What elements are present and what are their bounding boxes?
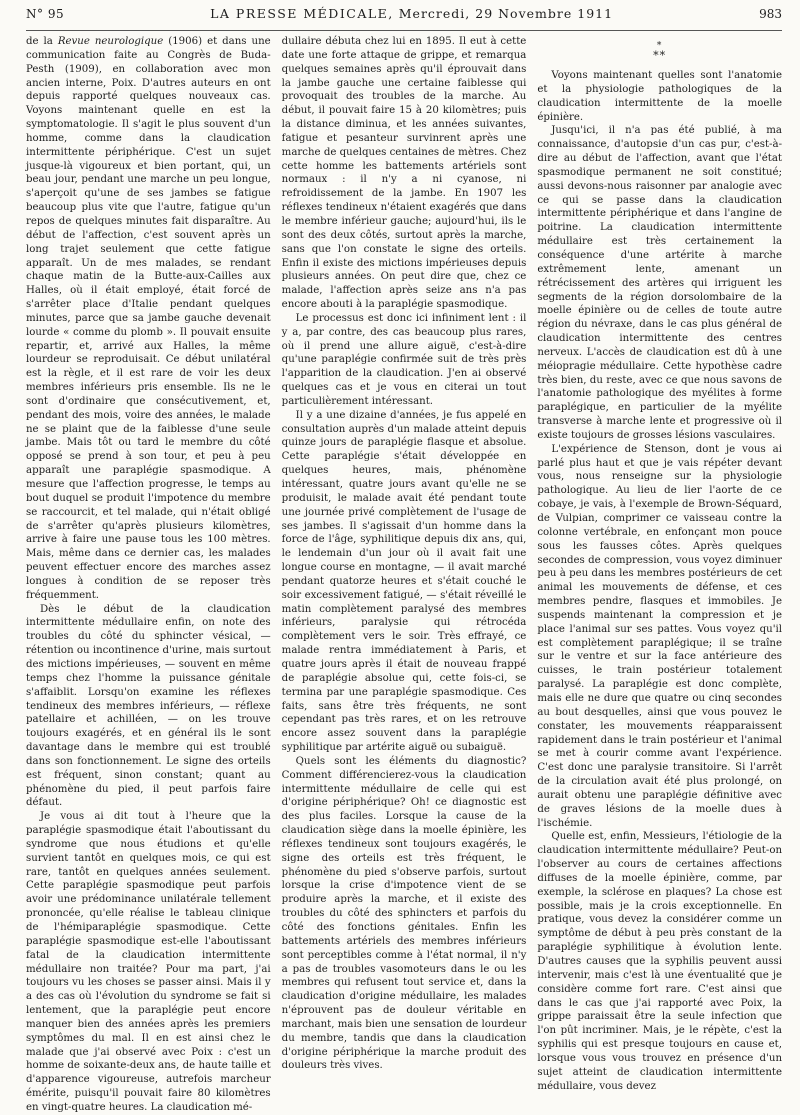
separator-star-bottom: **: [653, 49, 667, 62]
issue-number: N° 95: [26, 7, 65, 21]
paragraph: Il y a une dizaine d'années, je fus appelé en consultation auprès d'un malade atteint depuis quinze jours de paraplégie flasque et absolue. Cette paraplégie s'était développée en quelques heures, mais, phénomène intéressant, quatre jours avant qu'elle ne se produisit, le malade avait été pendant toute une journée privé complètement de l'usage de ses jambes. Il s'agissait d'un homme dans la force de l'âge, syphilitique depuis dix ans, qui, le lendemain d'un jour où il avait fait une longue course en montagne, — il avait marché pendant quatorze heures et s'était couché le soir excessivement fatigué, — s'était réveillé le matin complètement paralysé des membres inférieurs, paralysie qui rétrocéda complètement vers le soir. Très effrayé, ce malade rentra immédiatement à Paris, et quatre jours après il était de nouveau frappé de paraplégie absolue qui, cette fois-ci, se termina par une paraplégie spasmodique. Ces faits, sans être très fréquents, ne sont cependant pas très rares, et on les retrouve encore assez souvent dans la paraplégie syphilitique par artérite aiguë ou subaiguë.: [281, 409, 527, 754]
issue-date: Mercredi, 29 Novembre 1911: [398, 6, 614, 21]
paragraph: Le processus est donc ici infiniment lent : il y a, par contre, des cas beaucoup plus rares, où il prend une allure aiguë, c'est-à-dire qu'une paraplégie confirmée suit de très près l'apparition de la claudication. J'en ai observé quelques cas et je vous en citerai un tout particulièrement intéressant.: [281, 312, 527, 407]
paragraph: L'expérience de Stenson, dont je vous ai parlé plus haut et que je vais répéter devant vous, nous renseigne sur la physiologie pathologique. Au lieu de lier l'aorte de ce cobaye, je vais, à l'exemple de Brown-Séquard, de Vulpian, comprimer ce vaisseau contre la colonne vertébrale, en enfonçant mon pouce sous les fausses côtes. Après quelques secondes de compression, vous voyez diminuer peu à peu dans les membres postérieurs de cet animal les mouvements de défense, et ces membres pendre, flasques et immobiles. Je suspends maintenant la compression et je place l'animal sur ses pattes. Vous voyez qu'il est complètement paraplégique; il se traîne sur le ventre et sur la face antérieure des cuisses, le train postérieur totalement paralysé. La paraplégie est donc complète, mais elle ne dure que quatre ou cinq secondes au bout desquelles, ainsi que vous pouvez le constater, les mouvements réapparaissent rapidement dans le train postérieur et l'animal se met à courir comme avant l'expérience. C'est donc une paralysie transitoire. Si l'arrêt de la circulation avait été plus prolongé, on aurait obtenu une paraplégie définitive avec de graves lésions de la moelle dues à l'ischémie.: [537, 443, 783, 829]
paragraph: Je vous ai dit tout à l'heure que la paraplégie spasmodique était l'aboutissant du syndrome que nous étudions et qu'elle survient tantôt en quelques mois, ce qui est rare, tantôt en quelques années seulement. Cette paraplégie spasmodique peut parfois avoir une prédominance unilatérale tellement prononcée, qu'elle réalise le tableau clinique de l'hémiparaplégie spasmodique. Cette paraplégie spasmodique est-elle l'aboutissant fatal de la claudication intermittente médullaire non traitée? Pour ma part, j'ai toujours vu les choses se passer ainsi. Mais il y a des cas où l'évolution du syndrome se fait si lentement, que la paraplégie peut encore manquer bien des années après les premiers symptômes du mal. Il en est ainsi chez le malade que j'ai observé avec Poix : c'est un homme de soixante-deux ans, de haute taille et d'apparence vigoureuse, autrefois marcheur émérite, puisqu'il pouvait faire 80 kilomètres en vingt-quatre heures. La claudication mé-: [26, 811, 271, 1113]
paragraph: dullaire débuta chez lui en 1895. Il eut à cette date une forte attaque de grippe, et remarqua quelques semaines après qu'il éprouvait dans la jambe gauche une certaine faiblesse qui provoquait des troubles de la marche. Au début, il pouvait faire 15 à 20 kilomètres; puis la distance diminua, et les années suivantes, fatigue et pesanteur survinrent après une marche de quelques centaines de mètres. Chez cette homme les battements artériels sont normaux : il n'y a ni cyanose, ni refroidissement de la jambe. En 1907 les réflexes tendineux n'étaient exagérés que dans le membre inférieur gauche; aujourd'hui, ils le sont des deux côtés, surtout après la marche, sans que l'on constate le signe des orteils. Enfin il existe des mictions impérieuses depuis plusieurs années. On peut dire que, chez ce malade, l'affection après seize ans n'a pas encore abouti à la paraplégie spasmodique.: [281, 36, 527, 311]
publication-name: LA PRESSE MÉDICALE,: [210, 6, 394, 21]
column-2: [282, 35, 527, 1081]
separator-star-top: *: [656, 41, 663, 51]
section-separator: [537, 43, 782, 61]
paragraph: Dès le début de la claudication intermittente médullaire enfin, on note des troubles du côté du sphincter vésical, — rétention ou incontinence d'urine, mais surtout des mictions impérieuses, — souvent en même temps chez l'homme la puissance génitale s'affaiblit. Lorsqu'on examine les réflexes tendineux des membres inférieurs, — réflexe patellaire et achilléen, — on les trouve toujours exagérés, et en général ils le sont davantage dans le membre qui est troublé dans son fonctionnement. Le signe des orteils est fréquent, sinon constant; quant au phénomène du pied, il peut parfois faire défaut.: [26, 603, 271, 809]
journal-title: Revue neurologique: [57, 36, 164, 47]
text-run: de la: [26, 36, 58, 47]
page-header: [26, 6, 782, 31]
column-3: [537, 35, 783, 1092]
paragraph: Voyons maintenant quelles sont l'anatomie et la physiologie pathologiques de la claudication intermittente de la moelle épinière.: [537, 70, 783, 123]
page-number: 983: [759, 7, 782, 21]
paragraph: [26, 35, 271, 603]
paragraph: Quels sont les éléments du diagnostic? Comment différencierez-vous la claudication intermittente médullaire de celle qui est d'origine périphérique? Oh! ce diagnostic est des plus faciles. Lorsque la cause de la claudication siège dans la moelle épinière, les réflexes tendineux sont toujours exagérés, le signe des orteils est très fréquent, le phénomène du pied s'observe parfois, surtout lorsque la crise d'impotence vient de se produire après la marche, et il existe des troubles du côté des sphincters et parfois du côté des fonctions génitales. Enfin les battements artériels des membres inférieurs sont perceptibles comme à l'état normal, il n'y a pas de troubles vasomoteurs dans le ou les membres qui refusent tout service et, dans la claudication d'origine médullaire, les malades n'éprouvent pas de douleur véritable en marchant, mais bien une sensation de lourdeur du membre, tandis que dans la claudication d'origine périphérique la marche produit des douleurs très vives.: [281, 755, 527, 1072]
running-title: [210, 6, 613, 21]
paragraph: Quelle est, enfin, Messieurs, l'étiologie de la claudication intermittente médullaire? Peut-on l'observer au cours de certaines affections diffuses de la moelle épinière, comme, par exemple, la sclérose en plaques? La chose est possible, mais je la crois exceptionnelle. En pratique, vous devez la considérer comme un symptôme de début à peu près constant de la paraplégie syphilitique à évolution lente. D'autres causes que la syphilis peuvent aussi intervenir, mais c'est là une éventualité que je considère comme fort rare. C'est ainsi que dans le cas que j'ai rapporté avec Poix, la grippe paraissait être la seule infection que l'on pût incriminer. Mais, je le répète, c'est la syphilis qui est presque toujours en cause et, lorsque vous vous trouvez en présence d'un sujet atteint de claudication intermittente médullaire, vous devez: [537, 831, 783, 1092]
text-columns: [26, 35, 783, 1113]
text-run: (1906) et dans une communication faite au Congrès de Buda-Pesth (1909), en collaboration avec mon ancien interne, Poix. D'autres auteurs en ont depuis rapporté quelques nouveaux cas. Voyons maintenant quelle en est la symptomatologie. Il s'agit le plus souvent d'un homme, comme dans la claudication intermittente périphérique. C'est un sujet jusque-là vigoureux et bien portant, qui, un beau jour, pendant une marche un peu longue, s'aperçoit qu'une de ses jambes se fatigue beaucoup plus vite que l'autre, fatigue qu'un repos de quelques minutes fait disparaître. Au début de l'affection, c'est souvent après un long trajet seulement que cette fatigue apparaît. Un de mes malades, se rendant chaque matin de la Butte-aux-Cailles aux Halles, où il était employé, était forcé de s'arrêter place d'Italie pendant quelques minutes, parce que sa jambe gauche devenait lourde « comme du plomb ». Il pouvait ensuite repartir, et, arrivé aux Halles, la même lourdeur se reproduisait. Ce début unilatéral est la règle, et il est rare de voir les deux membres inférieurs pris ensemble. Ils ne le sont d'ordinaire que consécutivement, et, pendant des mois, voire des années, le malade ne se plaint que de la faiblesse d'une seule jambe. Mais tôt ou tard le membre du côté opposé se prend à son tour, et peu à peu apparaît une paraplégie spasmodique. A mesure que l'affection progresse, le temps au bout duquel se produit l'impotence du membre se raccourcit, et tel malade, qui n'était obligé de s'arrêter qu'après plusieurs kilomètres, arrive à faire une pause tous les 100 mètres. Mais, même dans ce dernier cas, les malades peuvent effectuer encore des marches assez longues à condition de se reposer très fréquemment.: [26, 36, 271, 601]
column-1: [26, 35, 271, 1113]
paragraph: Jusqu'ici, il n'a pas été publié, à ma connaissance, d'autopsie d'un cas pur, c'est-à-dire au début de l'affection, avant que l'état spasmodique permanent ne soit constitué; aussi devons-nous raisonner par analogie avec ce qui se passe dans la claudication intermittente périphérique et dans l'angine de poitrine. La claudication intermittente médullaire est très certainement la conséquence d'une artérite à marche extrêmement lente, amenant un rétrécissement des artères qui irriguent les segments de la région dorsolombaire de la moelle épinière ou de celles de toute autre région du névraxe, dans le cas plus général de claudication intermittente des centres nerveux. L'accès de claudication est dû à une méiopragie médullaire. Cette hypothèse cadre très bien, du reste, avec ce que nous savons de l'anatomie pathologique des myélites à forme paraplégique, en particulier de la myélite transverse à marche lente et progressive où il existe toujours de grosses lésions vasculaires.: [537, 125, 783, 441]
